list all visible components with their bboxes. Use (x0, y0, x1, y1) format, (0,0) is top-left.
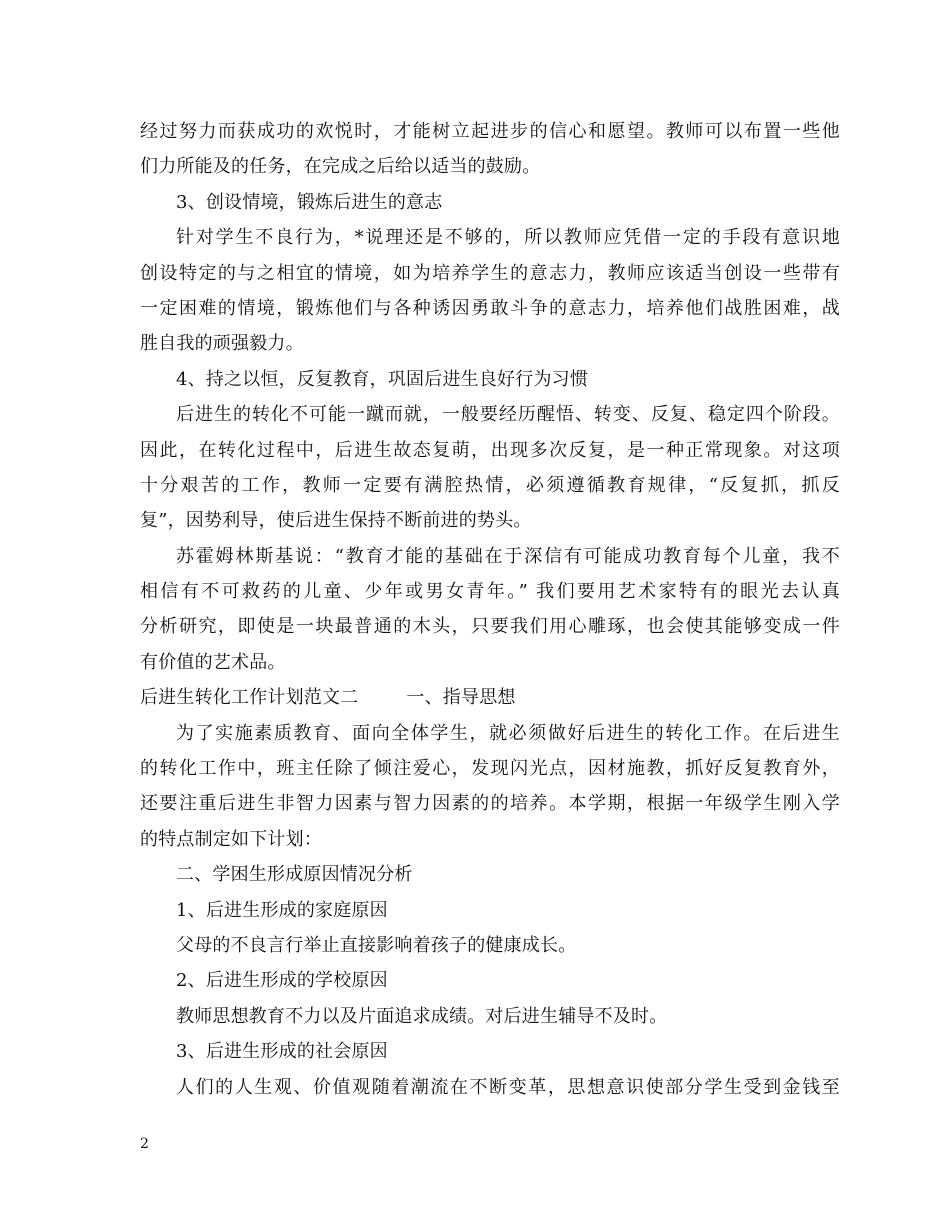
document-body (140, 114, 840, 1105)
text-line: 复”，因势利导，使后进生保持不断前进的势头。 (140, 510, 532, 532)
text-line: 3、创设情境，锻炼后进生的意志 (176, 191, 443, 213)
page-number: 2 (140, 1136, 149, 1152)
text-line: 二、学困生形成原因情况分析 (176, 864, 413, 886)
text-line: 3、后进生形成的社会原因 (176, 1041, 388, 1063)
text-line: 经过努力而获成功的欢悦时，才能树立起进步的信心和愿望。教师可以布置一些他 (140, 121, 840, 142)
section-heading-title: 后进生转化工作计划范文二 (140, 687, 359, 709)
text-line: 还要注重后进生非智力因素与智力因素的的培养。本学期，根据一年级学生刚入学 (140, 793, 840, 815)
text-line: 4、持之以恒，反复教育，巩固后进生良好行为习惯 (176, 368, 589, 390)
text-line: 们力所能及的任务，在完成之后给以适当的鼓励。 (140, 156, 541, 178)
text-line: 的转化工作中，班主任除了倾注爱心，发现闪光点，因材施教，抓好反复教育外， (140, 758, 840, 780)
text-line: 胜自我的顽强毅力。 (140, 333, 304, 355)
text-line: 的特点制定如下计划： (140, 828, 322, 850)
text-block-before-heading (140, 114, 840, 680)
section-heading (140, 680, 840, 715)
text-line: 针对学生不良行为，*说理还是不够的，所以教师应凭借一定的手段有意识地 (176, 227, 840, 249)
text-line: 苏霍姆林斯基说：“教育才能的基础在于深信有可能成功教育每个儿童，我不 (176, 545, 840, 567)
text-line: 相信有不可救药的儿童、少年或男女青年。” 我们要用艺术家特有的眼光去认真 (140, 581, 840, 603)
text-line: 因此，在转化过程中，后进生故态复萌，出现多次反复，是一种正常现象。对这项 (140, 439, 840, 461)
text-line: 教师思想教育不力以及片面追求成绩。对后进生辅导不及时。 (176, 1005, 668, 1027)
text-line: 为了实施素质教育、面向全体学生，就必须做好后进生的转化工作。在后进生 (176, 722, 840, 744)
text-line: 1、后进生形成的家庭原因 (176, 899, 388, 921)
section-heading-subtitle: 一、指导思想 (406, 687, 516, 709)
text-line: 有价值的艺术品。 (140, 651, 286, 673)
text-line: 人们的人生观、价值观随着潮流在不断变革，思想意识使部分学生受到金钱至 (176, 1076, 840, 1098)
text-line: 后进生的转化不可能一蹴而就，一般要经历醒悟、转变、反复、稳定四个阶段。 (176, 404, 840, 426)
text-line: 十分艰苦的工作，教师一定要有满腔热情，必须遵循教育规律，“反复抓，抓反 (140, 474, 840, 496)
text-block-after-heading (140, 716, 840, 1105)
text-line: 分析研究，即使是一块最普通的木头，只要我们用心雕琢，也会使其能够变成一件 (140, 616, 840, 638)
text-line: 2、后进生形成的学校原因 (176, 970, 388, 992)
text-line: 创设特定的与之相宜的情境，如为培养学生的意志力，教师应该适当创设一些带有 (140, 262, 840, 284)
text-line: 一定困难的情境，锻炼他们与各种诱因勇敢斗争的意志力，培养他们战胜困难，战 (140, 297, 840, 319)
text-line: 父母的不良言行举止直接影响着孩子的健康成长。 (176, 934, 577, 956)
